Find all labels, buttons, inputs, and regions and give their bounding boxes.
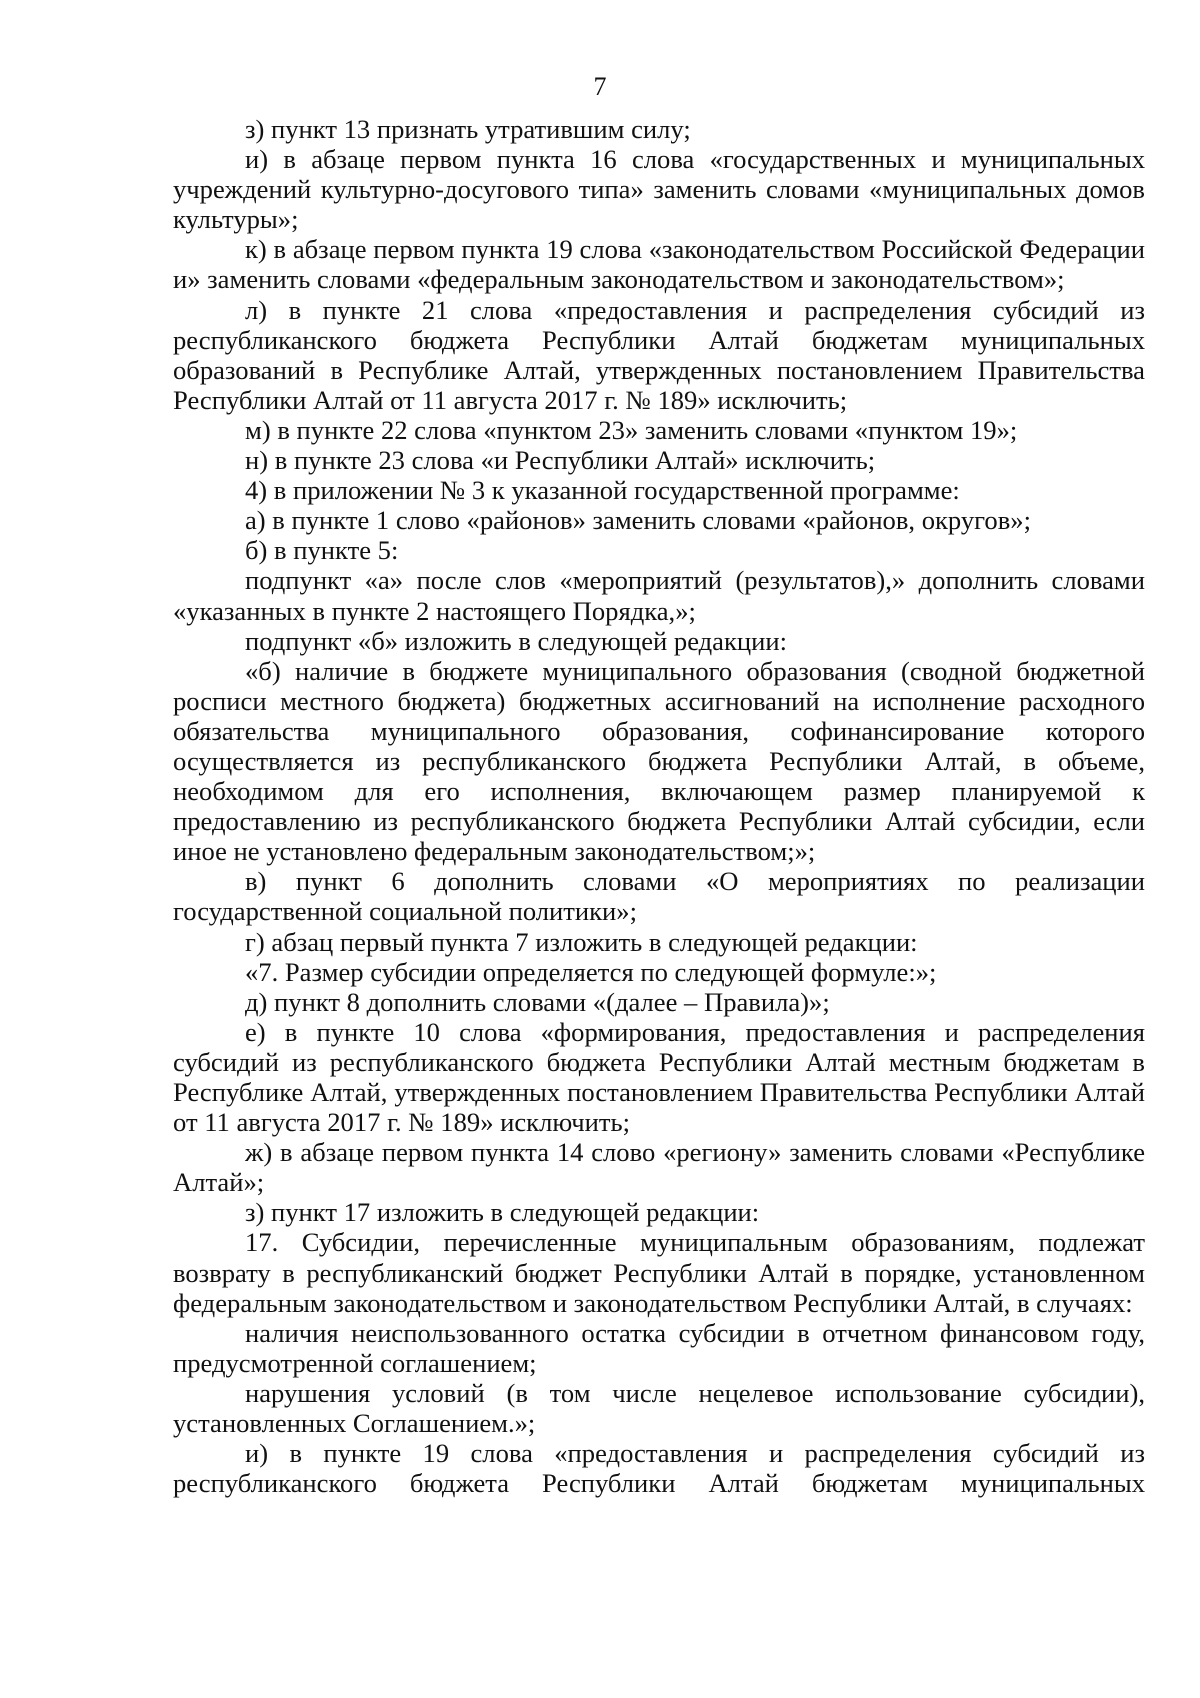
paragraph: г) абзац первый пункта 7 изложить в следующей редакции: bbox=[245, 926, 918, 957]
paragraph: к) в абзаце первом пункта 19 слова «законодательством Российской Федерации и» заменить словами «федеральным законодательством и законодательством»; bbox=[173, 234, 1145, 295]
paragraph: е) в пункте 10 слова «формирования, предоставления и распределения субсидий из республиканского бюджета Республики Алтай местным бюджетам в Республике Алтай, утвержденных постановлением Правительства Республики Алтай от 11 августа 2017 г. № 189» исключить; bbox=[173, 1016, 1145, 1138]
paragraph: д) пункт 8 дополнить словами «(далее – Правила)»; bbox=[245, 986, 830, 1017]
paragraph: «7. Размер субсидии определяется по следующей формуле:»; bbox=[245, 956, 937, 987]
paragraph: л) в пункте 21 слова «предоставления и распределения субсидий из республиканского бюджета Республики Алтай бюджетам муниципальных образований в Республике Алтай, утвержденных постановлением Правительства Республики Алтай от 11 августа 2017 г. № 189» исключить; bbox=[173, 294, 1145, 415]
paragraph: м) в пункте 22 слова «пунктом 23» заменить словами «пунктом 19»; bbox=[245, 414, 1018, 445]
paragraph: з) пункт 17 изложить в следующей редакции: bbox=[245, 1197, 760, 1228]
paragraph: н) в пункте 23 слова «и Республики Алтай» исключить; bbox=[245, 445, 876, 476]
paragraph: «б) наличие в бюджете муниципального образования (сводной бюджетной росписи местного бюджета) бюджетных ассигнований на исполнение расходного обязательства муниципального образования, софинансирование которого осуществляется из республиканского бюджета Республики Алтай, в объеме, необходимом для его исполнения, включающем размер планируемой к предоставлению из республиканского бюджета Республики Алтай субсидии, если иное не установлено федеральным законодательством;»; bbox=[173, 655, 1145, 867]
paragraph: з) пункт 13 признать утратившим силу; bbox=[245, 114, 691, 144]
paragraph: подпункт «б» изложить в следующей редакции: bbox=[245, 625, 787, 656]
paragraph: 17. Субсидии, перечисленные муниципальным образованиям, подлежат возврату в республиканский бюджет Республики Алтай в порядке, установленном федеральным законодательством и законодательством Республики Алтай, в случаях: bbox=[173, 1227, 1145, 1318]
paragraph: и) в абзаце первом пункта 16 слова «государственных и муниципальных учреждений культурно-досугового типа» заменить словами «муниципальных домов культуры»; bbox=[173, 144, 1145, 235]
paragraph: 4) в приложении № 3 к указанной государственной программе: bbox=[245, 475, 960, 506]
paragraph: б) в пункте 5: bbox=[245, 535, 399, 566]
paragraph: подпункт «а» после слов «мероприятий (результатов),» дополнить словами «указанных в пункте 2 настоящего Порядка,»; bbox=[173, 565, 1145, 626]
paragraph: а) в пункте 1 слово «районов» заменить словами «районов, округов»; bbox=[245, 505, 1031, 536]
paragraph: нарушения условий (в том числе нецелевое использование субсидии), установленных Соглашением.»; bbox=[173, 1377, 1145, 1439]
paragraph-continued: и) в пункте 19 слова «предоставления и распределения субсидий из республиканского бюджета Республики Алтай бюджетам муниципальных bbox=[173, 1438, 1145, 1499]
page-number: 7 bbox=[593, 72, 607, 101]
document-body bbox=[173, 114, 1145, 1498]
paragraph: наличия неиспользованного остатка субсидии в отчетном финансовом году, предусмотренной соглашением; bbox=[173, 1317, 1145, 1378]
paragraph: в) пункт 6 дополнить словами «О мероприятиях по реализации государственной социальной политики»; bbox=[173, 866, 1145, 927]
paragraph: ж) в абзаце первом пункта 14 слово «региону» заменить словами «Республике Алтай»; bbox=[173, 1137, 1145, 1198]
